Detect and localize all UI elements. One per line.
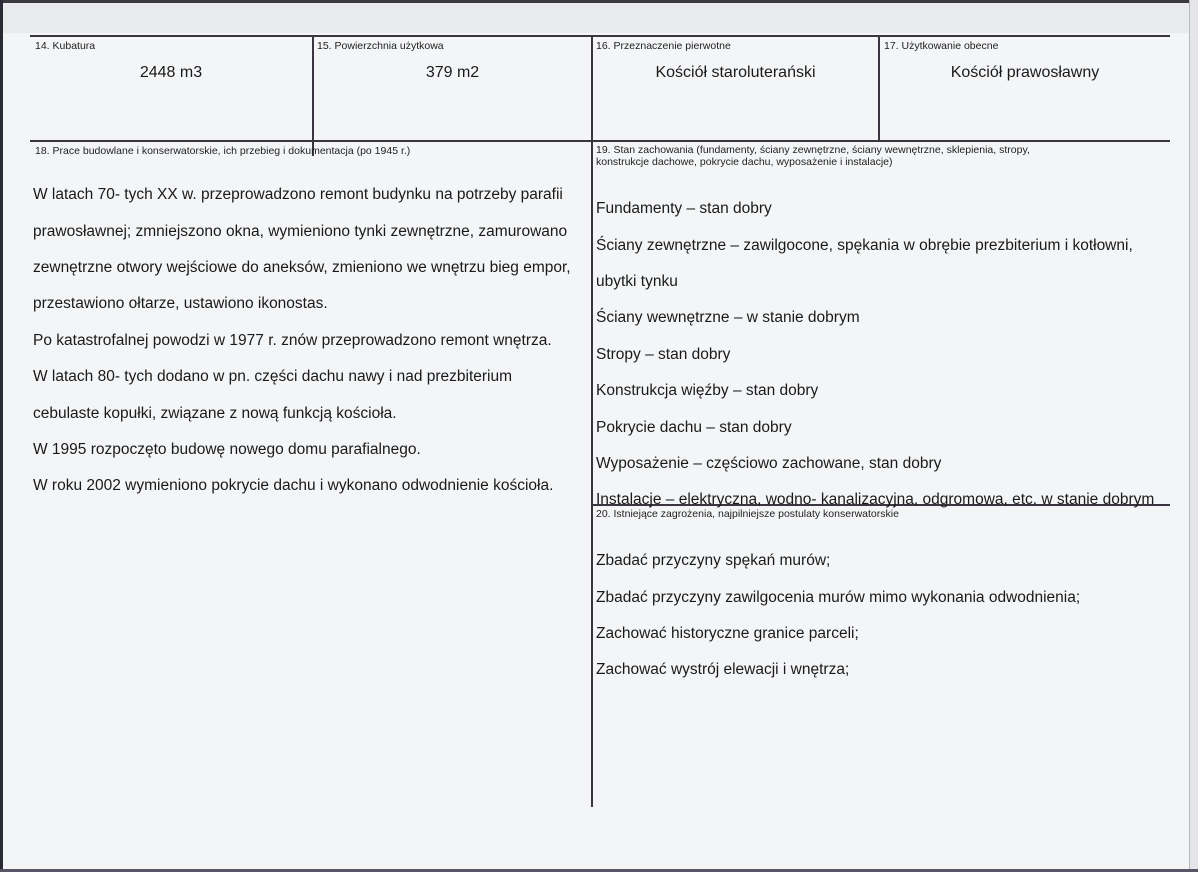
field-label-cont: konstrukcje dachowe, pokrycie dachu, wyposażenie i instalacje) [596, 156, 893, 168]
field-label: 20. Istniejące zagrożenia, najpilniejsze postulaty konserwatorskie [596, 508, 899, 520]
text-line: Ściany zewnętrzne – zawilgocone, spękania w obrębie prezbiterium i kotłowni, [596, 236, 1133, 254]
text-line: Fundamenty – stan dobry [596, 200, 772, 218]
text-line: W latach 80- tych dodano w pn. części dachu nawy i nad prezbiterium [33, 368, 513, 386]
field-value: Kościół staroluterański [655, 64, 816, 81]
text-line: Zachować wystrój elewacji i wnętrza; [596, 661, 850, 679]
scan-edge-right [1189, 0, 1198, 872]
text-line: Zbadać przyczyny zawilgocenia murów mimo wykonania odwodnienia; [596, 588, 1081, 606]
field-label: 14. Kubatura [35, 40, 96, 52]
text-line: Zachować historyczne granice parceli; [596, 625, 859, 643]
scan-edge-left [0, 0, 3, 872]
text-line: Ściany wewnętrzne – w stanie dobrym [596, 309, 860, 327]
field-label: 18. Prace budowlane i konserwatorskie, ich przebieg i dokumentacja (po 1945 r.) [35, 145, 411, 157]
divider-14-15 [312, 36, 314, 156]
text-line: Wyposażenie – częściowo zachowane, stan dobry [596, 455, 942, 473]
text-line: Pokrycie dachu – stan dobry [596, 418, 792, 436]
scan-shade [3, 3, 1190, 33]
text-line: przestawiono ołtarze, ustawiono ikonostas. [33, 295, 328, 313]
text-line: Po katastrofalnej powodzi w 1977 r. znów przeprowadzono remont wnętrza. [33, 331, 552, 349]
field-label: 17. Użytkowanie obecne [884, 40, 999, 52]
text-line: ubytki tynku [596, 273, 678, 291]
text-line: zewnętrzne otwory wejściowe do aneksów, zmieniono we wnętrzu bieg empor, [33, 259, 571, 277]
divider-16-17 [878, 36, 880, 142]
field-label: 19. Stan zachowania (fundamenty, ściany zewnętrzne, ściany wewnętrzne, sklepienia, stropy, [596, 144, 1030, 156]
text-line: W 1995 rozpoczęto budowę nowego domu parafialnego. [33, 441, 421, 459]
row-divider [30, 140, 1170, 142]
field-label: 16. Przeznaczenie pierwotne [596, 40, 731, 52]
text-line: Stropy – stan dobry [596, 345, 731, 363]
text-line: Instalacje – elektryczna, wodno- kanalizacyjna, odgromowa, etc. w stanie dobrym [596, 491, 1155, 509]
field-value: Kościół prawosławny [950, 64, 1100, 81]
field-body [33, 168, 571, 514]
field-value: 2448 m3 [139, 64, 203, 81]
text-line: cebulaste kopułki, związane z nową funkcją kościoła. [33, 404, 397, 422]
text-line: prawosławnej; zmniejszono okna, wymieniono tynki zewnętrzne, zamurowano [33, 222, 568, 240]
field-value: 379 m2 [425, 64, 480, 81]
text-line: W latach 70- tych XX w. przeprowadzono remont budynku na potrzeby parafii [33, 186, 563, 204]
field-body [596, 182, 1154, 528]
text-line: W roku 2002 wymieniono pokrycie dachu i wykonano odwodnienie kościoła. [33, 477, 554, 495]
field-body [596, 534, 1080, 698]
field-label: 15. Powierzchnia użytkowa [317, 40, 444, 52]
divider-center [591, 36, 593, 807]
text-line: Zbadać przyczyny spękań murów; [596, 552, 831, 570]
top-border [30, 35, 1170, 37]
text-line: Konstrukcja więźby – stan dobry [596, 382, 819, 400]
